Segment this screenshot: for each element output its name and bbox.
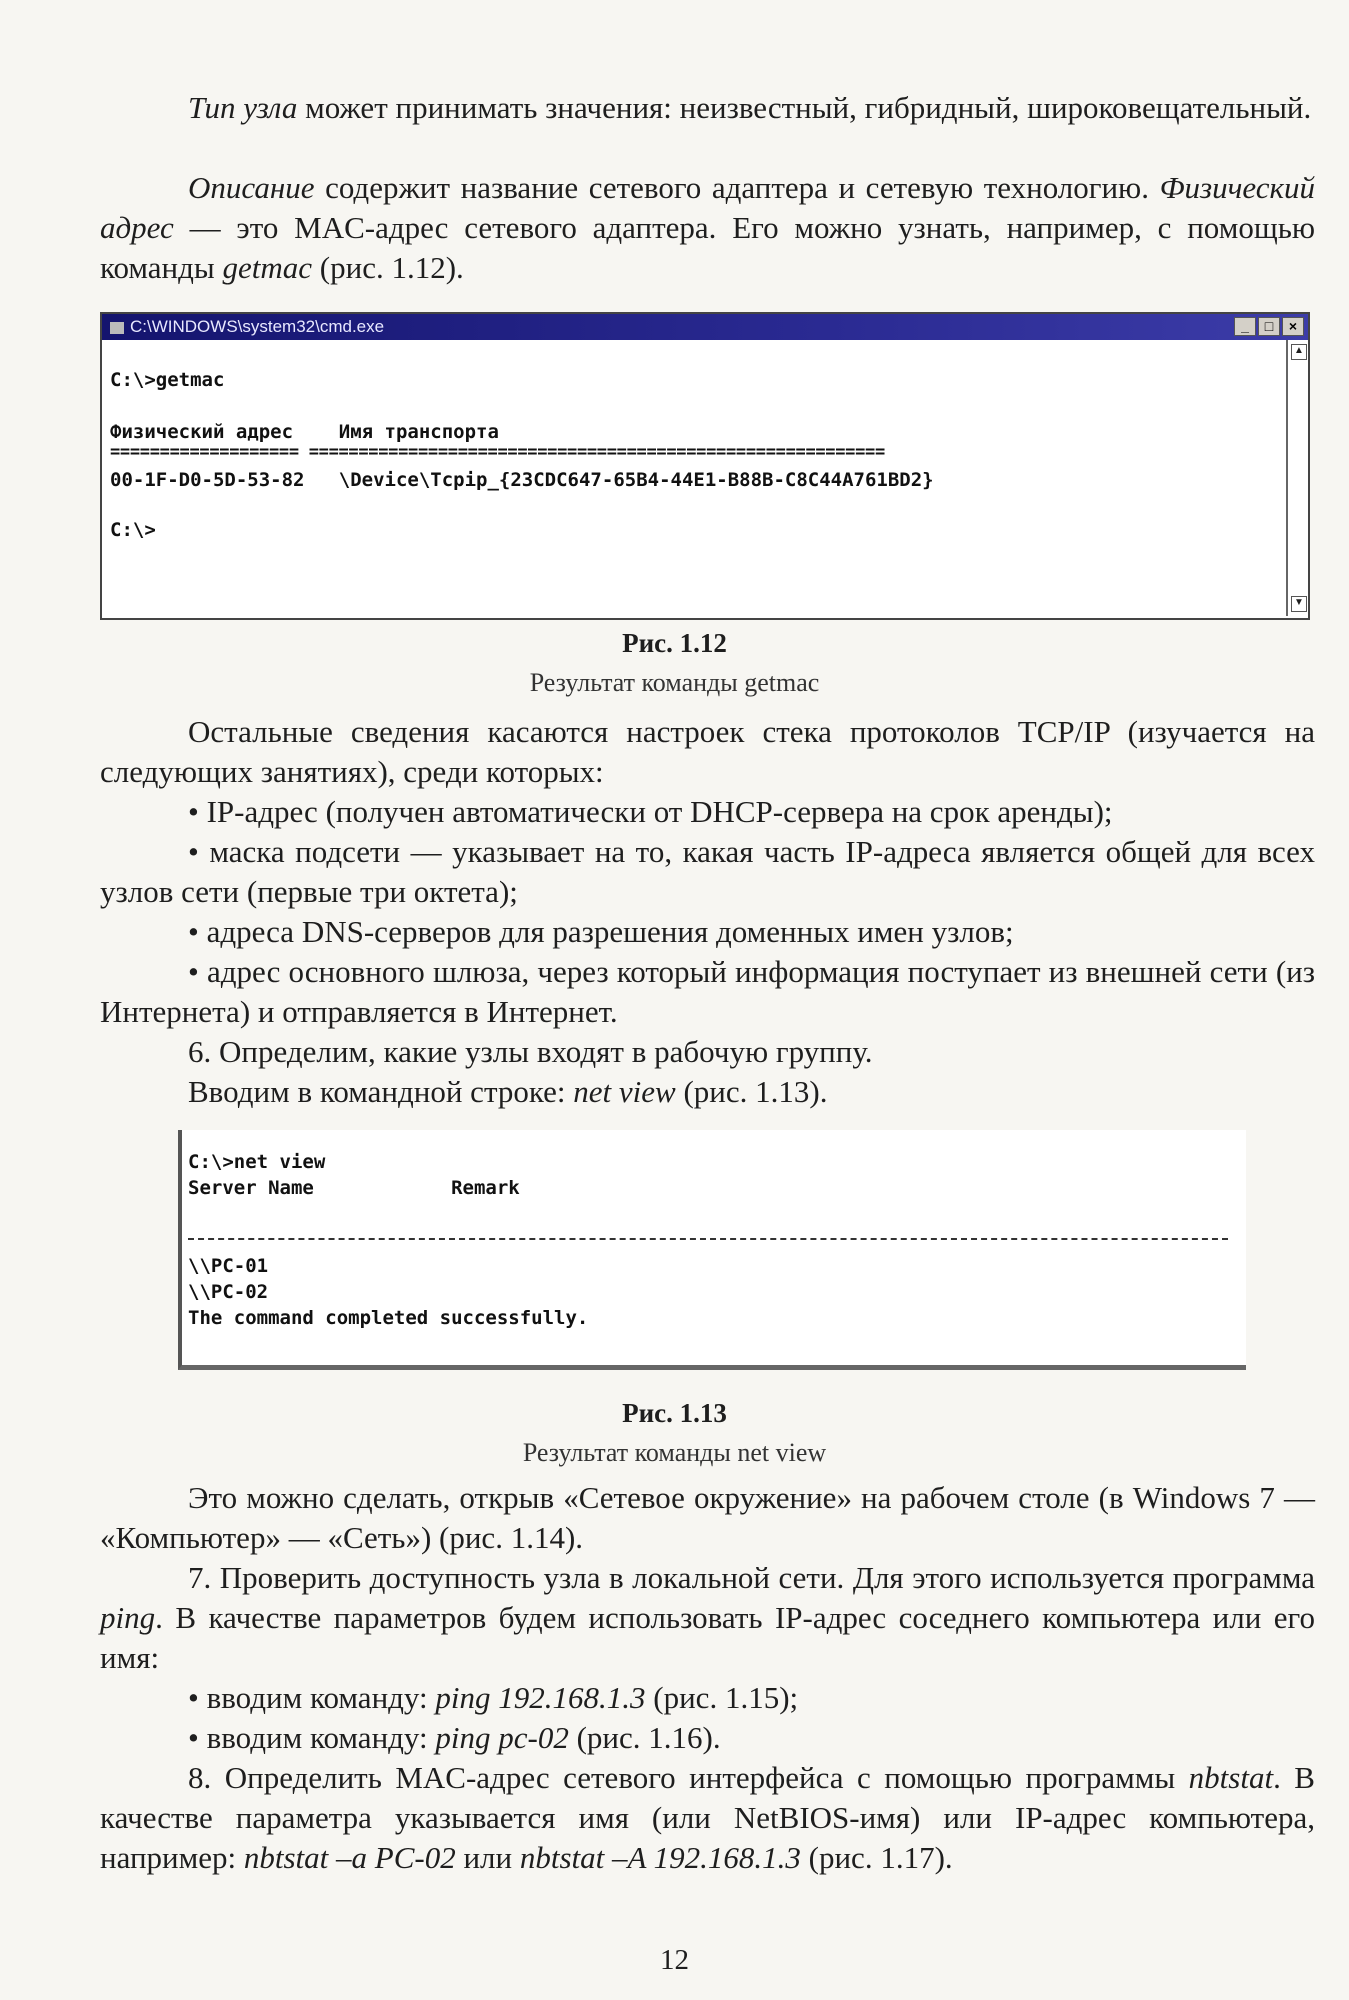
figure-caption-subtitle: Результат команды net view	[522, 1438, 827, 1467]
close-button[interactable]: ×	[1282, 317, 1304, 336]
text-span: — это MAC-адрес сетевого адаптера. Его можно узнать, например, с помощью команды	[100, 210, 1315, 285]
console-prompt: C:\>	[110, 519, 156, 541]
text-span: . В качестве параметров будем использовать IP-адрес соседнего компьютера или его имя:	[100, 1600, 1315, 1675]
figure-caption-subtitle: Результат команды getmac	[529, 668, 820, 697]
console-line: C:\>net view	[188, 1151, 326, 1173]
text-span: (рис. 1.17).	[800, 1840, 953, 1875]
paragraph-tcpip: Остальные сведения касаются настроек стека протоколов TCP/IP (изучается на следующих занятиях), среди которых:	[100, 714, 1315, 789]
cmd-window-getmac	[100, 312, 1310, 620]
paragraph-description	[100, 168, 1315, 288]
console-dash-separator	[188, 1238, 1228, 1240]
text-span: вводим команду:	[206, 1720, 436, 1755]
italic-term: ping 192.168.1.3	[435, 1680, 646, 1715]
italic-term: Описание	[188, 170, 315, 205]
italic-term: nbtstat –a PC-02	[243, 1840, 456, 1875]
figure-caption-title: Рис. 1.12	[622, 628, 727, 658]
console-row: \\PC-02	[188, 1281, 269, 1303]
paragraph-network-places: Это можно сделать, открыв «Сетевое окружение» на рабочем столе (в Windows 7 — «Компьютер» — «Сеть») (рис. 1.14).	[100, 1480, 1315, 1555]
console-separator: =================== ==========================================================	[110, 442, 885, 462]
page-number: 12	[660, 1944, 689, 1976]
text-span: может принимать значения: неизвестный, гибридный, широковещательный.	[297, 90, 1312, 125]
bullet-ping-ip	[100, 1678, 1315, 1718]
paragraph-step6: 6. Определим, какие узлы входят в рабочую группу.	[188, 1034, 873, 1069]
bullet-ping-name	[100, 1718, 1315, 1758]
bullet-gateway: • адрес основного шлюза, через который информация поступает из внешней сети (из Интернета) и отправляется в Интернет.	[100, 952, 1315, 1032]
text-span: (рис. 1.13).	[675, 1074, 828, 1109]
console-row: \\PC-01	[188, 1255, 269, 1277]
cmd-window-netview	[178, 1130, 1246, 1370]
figure-caption-title: Рис. 1.13	[622, 1398, 727, 1428]
scroll-down-arrow-icon[interactable]: ▼	[1291, 596, 1307, 612]
italic-term: nbtstat	[1188, 1760, 1274, 1795]
console-header: Физический адрес Имя транспорта	[110, 421, 499, 443]
window-title: C:\WINDOWS\system32\cmd.exe	[130, 317, 385, 336]
paragraph-step8	[100, 1758, 1315, 1878]
bullet-dns: • адреса DNS-серверов для разрешения доменных имен узлов;	[100, 912, 1315, 952]
paragraph-netview	[100, 1072, 1315, 1112]
italic-term: getmac	[222, 250, 313, 285]
console-row: 00-1F-D0-5D-53-82 \Device\Tcpip_{23CDC647-65B4-44E1-B88B-C8C44A761BD2}	[110, 469, 934, 491]
console-output	[102, 340, 1308, 616]
italic-term: Физический адрес	[100, 170, 1315, 245]
scroll-up-arrow-icon[interactable]: ▲	[1291, 344, 1307, 360]
window-titlebar	[102, 314, 1308, 340]
italic-term: ping	[100, 1600, 156, 1635]
minimize-button[interactable]: _	[1234, 317, 1256, 336]
vertical-scrollbar[interactable]	[1286, 340, 1308, 616]
text-span: Вводим в командной строке:	[188, 1074, 574, 1109]
text-span: (рис. 1.12).	[312, 250, 464, 285]
italic-term: ping pc-02	[435, 1720, 569, 1755]
bullet-mask: • маска подсети — указывает на то, какая часть IP-адреса является общей для всех узлов сети (первые три октета);	[100, 832, 1315, 912]
text-span: (рис. 1.15);	[645, 1680, 799, 1715]
console-line: The command completed successfully.	[188, 1307, 589, 1329]
text-span: или	[455, 1840, 520, 1875]
italic-term: Тип узла	[188, 90, 298, 125]
text-span: содержит название сетевого адаптера и сетевую технологию.	[314, 170, 1160, 205]
console-header: Server Name Remark	[188, 1177, 520, 1199]
cmd-icon	[110, 322, 124, 334]
italic-term: net view	[573, 1074, 676, 1109]
bullet-ip: • IP-адрес (получен автоматически от DHCP-сервера на срок аренды);	[100, 792, 1315, 832]
paragraph-node-type	[100, 88, 1315, 128]
console-line: C:\>getmac	[110, 369, 225, 391]
text-span: (рис. 1.16).	[568, 1720, 721, 1755]
text-span: вводим команду:	[206, 1680, 436, 1715]
text-span: . В качестве параметра указывается имя (или NetBIOS-имя) или IP-адрес компьютера, например:	[100, 1760, 1315, 1875]
text-span: 8. Определить MAC-адрес сетевого интерфейса с помощью программы	[188, 1760, 1189, 1795]
italic-term: nbtstat –A 192.168.1.3	[519, 1840, 801, 1875]
maximize-button[interactable]: □	[1258, 317, 1280, 336]
paragraph-step7	[100, 1558, 1315, 1678]
text-span: 7. Проверить доступность узла в локальной сети. Для этого используется программа	[188, 1560, 1315, 1595]
